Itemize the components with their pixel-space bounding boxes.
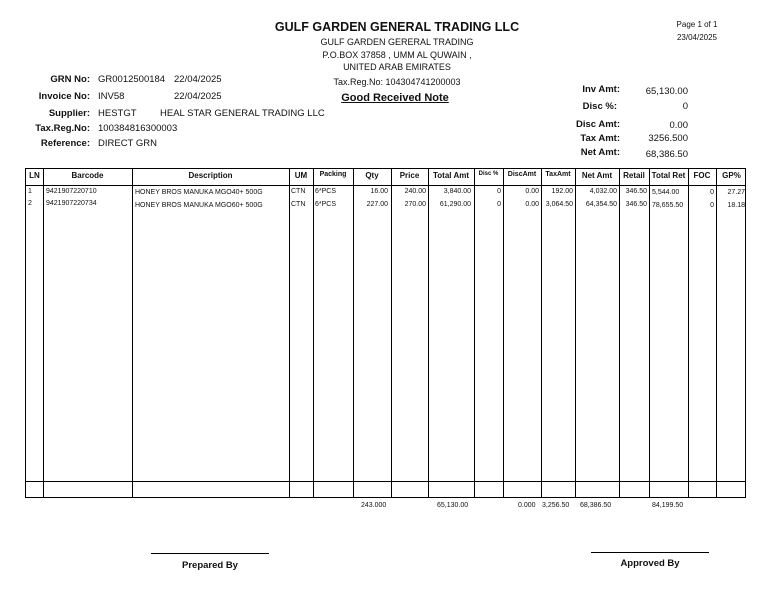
- col-header-gp-pct: GP%: [722, 171, 741, 180]
- col-header-price: Price: [399, 171, 420, 180]
- company-name: GULF GARDEN GENERAL TRADING LLC: [274, 20, 520, 34]
- grn-date: 22/04/2025: [174, 74, 222, 85]
- inv-amt-label: Inv Amt:: [582, 84, 620, 95]
- tax-amt-label: Tax Amt:: [580, 133, 620, 144]
- cell-packing: 6*PCS: [315, 201, 337, 208]
- supplier-taxreg-label: Tax.Reg.No:: [35, 123, 90, 134]
- col-header-disc-amt: DiscAmt: [507, 171, 537, 178]
- prepared-by-line: [151, 553, 269, 554]
- grn-label: GRN No:: [50, 74, 90, 85]
- cell-total-ret: 5,544.00: [652, 189, 680, 196]
- cell-gp-pct: 27.27: [727, 189, 745, 196]
- cell-retail: 346.50: [625, 201, 647, 208]
- tax-amt-value: 3256.500: [648, 133, 688, 144]
- cell-price: 240.00: [404, 188, 426, 195]
- col-header-um: UM: [294, 171, 308, 180]
- cell-retail: 346.50: [625, 188, 647, 195]
- cell-description: HONEY BROS MANUKA MGO60+ 500G: [135, 202, 263, 209]
- cell-qty: 16.00: [370, 188, 388, 195]
- invoice-date: 22/04/2025: [174, 91, 222, 102]
- cell-barcode: 9421907220734: [46, 200, 97, 207]
- cell-foc: 0: [710, 189, 714, 196]
- col-header-total-ret: Total Ret: [651, 171, 686, 180]
- col-header-barcode: Barcode: [71, 171, 104, 180]
- cell-qty: 227.00: [366, 201, 388, 208]
- approved-by-line: [591, 552, 709, 553]
- cell-disc-amt: 0.00: [525, 201, 539, 208]
- cell-total-ret: 78,655.50: [652, 202, 684, 209]
- grn-number: GR0012500184: [98, 74, 166, 85]
- invoice-number: INV58: [98, 91, 125, 102]
- cell-um: CTN: [291, 201, 306, 208]
- disc-pct-label: Disc %:: [582, 101, 617, 112]
- inv-amt-value: 65,130.00: [645, 86, 688, 97]
- supplier-name: HEAL STAR GENERAL TRADING LLC: [160, 108, 325, 119]
- col-header-description: Description: [188, 171, 233, 180]
- disc-amt-label: Disc Amt:: [576, 119, 620, 130]
- total-tax-amt: 3,256.50: [542, 502, 570, 509]
- cell-tax-amt: 192.00: [551, 188, 573, 195]
- cell-tax-amt: 3,064.50: [545, 201, 573, 208]
- company-tax-reg: Tax.Reg.No: 104304741200003: [333, 77, 461, 87]
- cell-barcode: 9421907220710: [46, 188, 97, 195]
- company-address-line2: UNITED ARAB EMIRATES: [343, 62, 451, 72]
- col-header-retail: Retail: [623, 171, 645, 180]
- col-header-total-amt: Total Amt: [433, 171, 469, 180]
- company-subname: GULF GARDEN GERERAL TRADING: [320, 37, 474, 47]
- col-header-disc-pct: Disc %: [478, 171, 499, 177]
- approved-by-label: Approved By: [620, 558, 680, 569]
- cell-disc-amt: 0.00: [525, 188, 539, 195]
- cell-packing: 6*PCS: [315, 188, 337, 195]
- total-net-amt: 68,386.50: [580, 502, 612, 509]
- company-address-line1: P.O.BOX 37858 , UMM AL QUWAIN ,: [322, 50, 472, 60]
- document-title: Good Received Note: [341, 92, 449, 104]
- prepared-by-label: Prepared By: [182, 560, 238, 571]
- col-header-qty: Qty: [365, 171, 379, 180]
- reference-label: Reference:: [40, 138, 90, 149]
- reference-value: DIRECT GRN: [98, 138, 157, 149]
- total-qty: 243.000: [361, 502, 387, 509]
- col-header-foc: FOC: [693, 171, 711, 180]
- cell-net-amt: 4,032.00: [589, 188, 617, 195]
- disc-pct-value: 0: [682, 101, 688, 112]
- cell-ln: 2: [28, 200, 32, 207]
- cell-net-amt: 64,354.50: [585, 201, 617, 208]
- total-amt: 65,130.00: [437, 502, 469, 509]
- net-amt-value: 68,386.50: [645, 149, 688, 160]
- invoice-label: Invoice No:: [38, 91, 90, 102]
- disc-amt-value: 0.00: [669, 120, 688, 131]
- cell-disc-pct: 0: [497, 201, 501, 208]
- cell-price: 270.00: [404, 201, 426, 208]
- col-header-net-amt: Net Amt: [581, 171, 613, 180]
- cell-foc: 0: [710, 202, 714, 209]
- cell-description: HONEY BROS MANUKA MGO40+ 500G: [135, 189, 263, 196]
- cell-ln: 1: [28, 188, 32, 195]
- cell-um: CTN: [291, 188, 306, 195]
- cell-disc-pct: 0: [497, 188, 501, 195]
- supplier-code: HESTGT: [98, 108, 137, 119]
- cell-gp-pct: 18.18: [727, 202, 745, 209]
- total-disc-amt: 0.000: [518, 502, 536, 509]
- total-retail: 84,199.50: [652, 502, 684, 509]
- page-number: Page 1 of 1: [676, 20, 718, 29]
- net-amt-label: Net Amt:: [580, 147, 620, 158]
- cell-total-amt: 3,840.00: [443, 188, 471, 195]
- cell-total-amt: 61,290.00: [439, 201, 471, 208]
- items-table: [25, 168, 746, 498]
- supplier-taxreg-number: 100384816300003: [98, 123, 178, 134]
- col-header-ln: LN: [29, 171, 40, 180]
- print-date: 23/04/2025: [676, 33, 718, 42]
- col-header-tax-amt: TaxAmt: [545, 171, 571, 178]
- supplier-label: Supplier:: [48, 108, 90, 119]
- col-header-packing: Packing: [319, 171, 347, 178]
